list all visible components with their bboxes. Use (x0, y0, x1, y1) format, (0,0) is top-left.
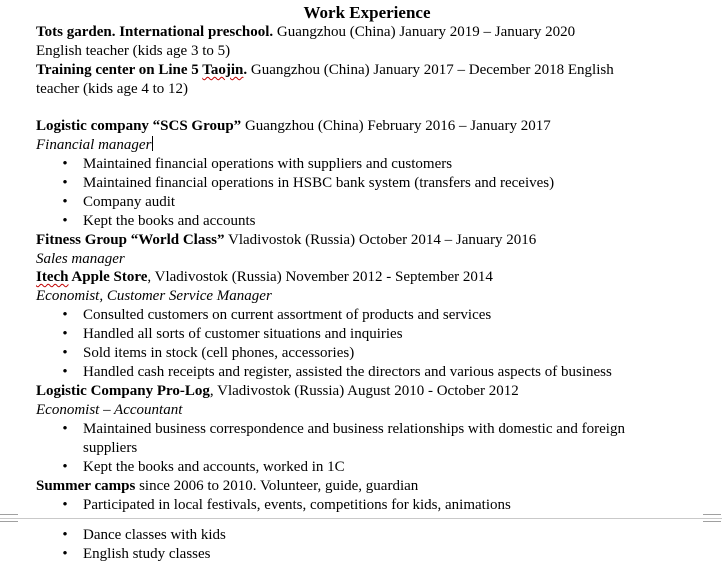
bullet: • (62, 326, 68, 342)
list-item-text: Maintained financial operations with suppliers and customers (83, 156, 453, 172)
entry-header (36, 61, 614, 80)
section-title: Work Experience (303, 3, 431, 22)
entry-details: , Vladivostok (Russia) November 2012 - September 2014 (147, 269, 493, 285)
entry-details: Guangzhou (China) January 2017 – December 2018 English (247, 62, 614, 78)
org-name: Training center on Line 5 (36, 62, 203, 78)
list-item-text: Handled all sorts of customer situations and inquiries (83, 326, 403, 342)
entry-details: , Vladivostok (Russia) August 2010 - October 2012 (209, 383, 519, 399)
entry-details: Vladivostok (Russia) October 2014 – January 2016 (224, 232, 537, 248)
org-name-end: . (243, 62, 248, 78)
entry-role (36, 136, 153, 155)
bullet: • (62, 175, 68, 191)
list-item-text: Kept the books and accounts, worked in 1C (83, 459, 345, 475)
list-item-text: Sold items in stock (cell phones, accessories) (83, 345, 355, 361)
bullet: • (62, 156, 68, 172)
entry-header (36, 231, 536, 250)
entry-role: Sales manager (36, 251, 125, 267)
role-text: Financial manager (36, 137, 152, 153)
org-name: Logistic company “SCS Group” (36, 118, 242, 134)
org-name: Tots garden. International preschool. (36, 24, 274, 40)
org-name: Apple Store (68, 269, 148, 285)
entry-header (36, 117, 551, 136)
entry-details: since 2006 to 2010. Volunteer, guide, guardian (135, 478, 419, 494)
list-item-text: Dance classes with kids (83, 527, 226, 543)
entry-line: English teacher (kids age 3 to 5) (36, 43, 231, 59)
org-name: Logistic Company Pro-Log (36, 383, 210, 399)
bullet: • (62, 459, 68, 475)
bullet: • (62, 194, 68, 210)
spellcheck-word: Itech (36, 269, 69, 285)
entry-role: Economist, Customer Service Manager (36, 288, 272, 304)
bullet: • (62, 364, 68, 380)
bullet: • (62, 546, 68, 562)
list-item-text: Participated in local festivals, events, competitions for kids, animations (83, 497, 511, 513)
list-item-text: Consulted customers on current assortment of products and services (83, 307, 492, 323)
list-item-text: Handled cash receipts and register, assisted the directors and various aspects of business (83, 364, 612, 380)
bullet: • (62, 421, 68, 437)
bullet: • (62, 497, 68, 513)
text-cursor (152, 136, 153, 151)
entry-header (36, 382, 519, 401)
entry-details: Guangzhou (China) January 2019 – January 2020 (273, 24, 576, 40)
list-item-text: Maintained financial operations in HSBC bank system (transfers and receives) (83, 175, 555, 191)
entry-line: teacher (kids age 4 to 12) (36, 81, 189, 97)
list-item-text: Kept the books and accounts (83, 213, 256, 229)
list-item-text: Company audit (83, 194, 176, 210)
entry-role: Economist – Accountant (36, 402, 183, 418)
entry-details: Guangzhou (China) February 2016 – January 2017 (241, 118, 551, 134)
entry-header (36, 477, 418, 496)
list-item-text: English study classes (83, 546, 211, 562)
page-break-line (0, 518, 722, 519)
org-name: Summer camps (36, 478, 136, 494)
list-item-text: Maintained business correspondence and business relationships with domestic and foreign (83, 421, 625, 437)
bullet: • (62, 527, 68, 543)
entry-header (36, 23, 575, 42)
list-item-text: suppliers (83, 440, 138, 456)
page-break-marker-right (703, 514, 721, 522)
bullet: • (62, 307, 68, 323)
spellcheck-word: Taojin (202, 62, 244, 78)
page-break-marker-left (0, 514, 18, 522)
org-name: Fitness Group “World Class” (36, 232, 225, 248)
bullet: • (62, 213, 68, 229)
entry-header (36, 268, 493, 287)
bullet: • (62, 345, 68, 361)
